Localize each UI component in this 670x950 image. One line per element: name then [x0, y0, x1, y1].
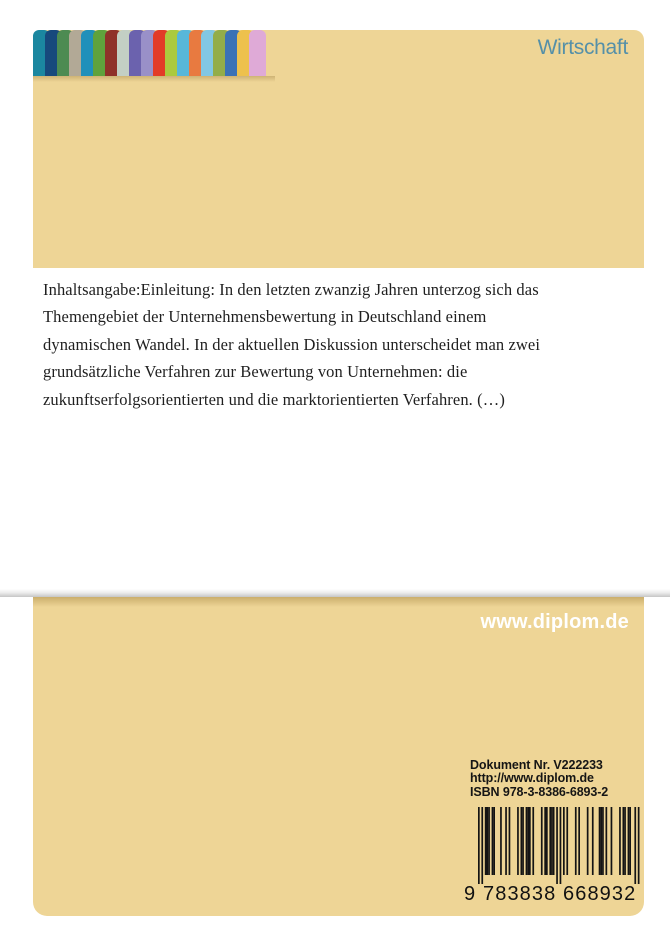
- synopsis-line: dynamischen Wandel. In der aktuellen Diskussion unterscheidet man zwei: [43, 334, 541, 354]
- publisher-website: http://www.diplom.de: [470, 771, 594, 786]
- category-stripe: [249, 30, 266, 76]
- ean-barcode: [464, 807, 642, 903]
- synopsis-line: grundsätzliche Verfahren zur Bewertung von Unternehmen: die: [43, 362, 468, 382]
- document-number: Dokument Nr. V222233: [470, 758, 603, 772]
- synopsis-text: [43, 276, 603, 413]
- barcode-digits-right: 668932: [563, 883, 637, 905]
- cover-bottom-panel: [33, 597, 644, 916]
- cover-top-panel: [33, 30, 644, 268]
- document-info: [470, 759, 608, 799]
- stripes-shadow: [33, 76, 275, 82]
- synopsis-line: Themengebiet der Unternehmensbewertung in Deutschland einem: [43, 307, 487, 327]
- publisher-url: www.diplom.de: [480, 611, 629, 633]
- synopsis-line: zukunftserfolgsorientierten und die marktorientierten Verfahren. (…): [43, 389, 505, 409]
- category-stripes: [33, 30, 266, 76]
- barcode-digits-left: 783838: [483, 883, 557, 905]
- synopsis-line: Inhaltsangabe:Einleitung: In den letzten zwanzig Jahren unterzog sich das: [43, 280, 539, 299]
- page-edge-divider: [0, 589, 670, 597]
- isbn: ISBN 978-3-8386-6893-2: [470, 784, 609, 799]
- barcode-digit-first: 9: [464, 883, 476, 905]
- category-label: Wirtschaft: [537, 36, 628, 59]
